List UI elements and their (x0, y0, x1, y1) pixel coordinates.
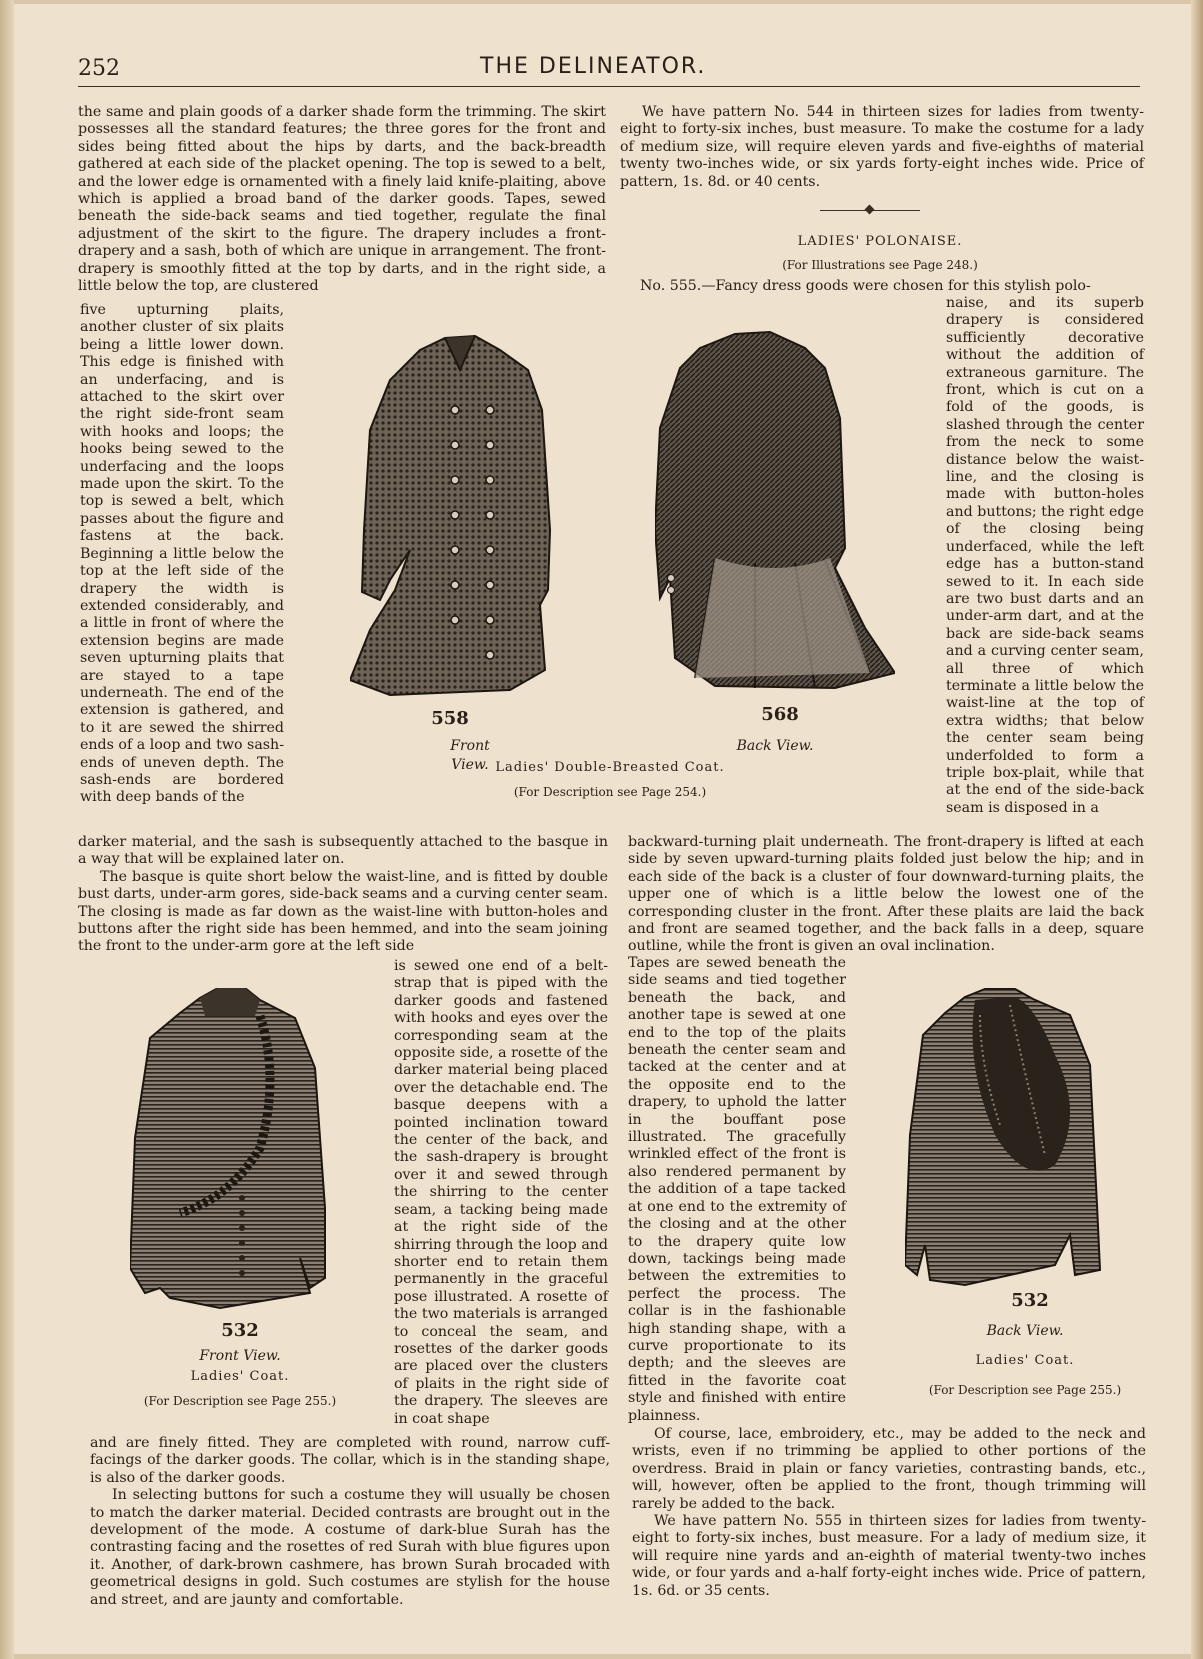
page-edge-right (1191, 0, 1203, 1659)
figure-558-number: 558 (431, 708, 469, 729)
polonaise-illustrations-ref: (For Illustrations see Page 248.) (782, 258, 978, 272)
left-narrow-text: five upturning plaits, another cluster of six plaits being a little lower down. This edge is finished with an underfacing, and is attached to the skirt over the right side-front seam with hooks and loops; the hooks being sewed to the underfacing and the loops made upon the skirt. To the top is sewed a belt, which passes about the figure and fastens at the back. Beginning a little below the top at the left side of the drapery the width is extended considerably, and a little in front of where the extension begins are made seven upturning plaits that are stayed to a tape underneath. The end of the extension is gathered, and to it are sewed the shirred ends of a loop and two sash-ends of uneven depth. The sash-ends are bordered with deep bands of the (80, 302, 284, 806)
figure-568-number: 568 (761, 704, 799, 725)
left-column-bottom-text (90, 1435, 610, 1609)
left-column-mid-text (78, 834, 608, 956)
middle-column-text: is sewed one end of a belt-strap that is piped with the darker goods and fastened with hooks and eyes over the corresponding seam at the opposite side, a rosette of the darker material being placed over the detachable end. The basque deepens with a pointed inclination toward the center of the back, and the sash-drapery is brought over it and sewed through the shirring to the center seam, a tacking being made at the right side of the shirring through the loop and shorter end to retain them permanently in the graceful pose illustrated. A rosette of the two materials is arranged to conceal the seam, and rosettes of the darker goods are placed over the clusters of plaits in the right side of the drapery. The sleeves are in coat shape (394, 958, 608, 1427)
figure-532-back-view: Back View. (986, 1323, 1064, 1339)
right-column-bottom-text (632, 1426, 1146, 1600)
figure-532-back-number: 532 (1011, 1290, 1049, 1311)
page-title: THE DELINEATOR. (480, 54, 707, 79)
figure-532-front-view: Front View. (199, 1348, 281, 1364)
left-bottom-paragraph-1: and are finely fitted. They are completed with round, narrow cuff-facings of the darker goods. The collar, which is in the standing shape, is also of the darker goods. (90, 1435, 610, 1486)
left-column-top-text: the same and plain goods of a darker shade form the trimming. The skirt possesses all the standard features; the three gores for the front and sides being fitted about the hips by darts, and the back-breadth gathered at each side of the placket opening. The top is sewed to a belt, and the lower edge is ornamented with a finely laid knife-plaiting, above which is applied a broad band of the darker goods. Tapes, sewed beneath the side-back seams and tied together, regulate the final adjustment of the skirt to the figure. The drapery includes a front-drapery and a sash, both of which are unique in arrangement. The front-drapery is smoothly fitted at the top by darts, and in the right side, a little below the top, are clustered (78, 104, 606, 295)
right-narrow-text: naise, and its superb drapery is considered sufficiently decorative without the addition of extraneous garniture. The front, which is cut on a fold of the goods, is slashed through the center from the neck to some distance below the waist-line, and the closing is made with button-holes and buttons; the right edge of the closing being underfaced, while the left edge has a button-stand sewed to it. In each side are two bust darts and an under-arm dart, and at the back are side-back seams and a curving center seam, all three of which terminate a little below the waist-line at the top of extra widths; that below the center seam being underfolded to form a triple box-plait, while that at the end of the side-back seam is disposed in a (946, 295, 1144, 816)
coat-back-illustration (655, 328, 895, 698)
figure-532-front-description-ref: (For Description see Page 255.) (143, 1394, 337, 1408)
right-bottom-paragraph-1: Of course, lace, embroidery, etc., may be added to the neck and wrists, even if no trimming be applied to other portions of the overdress. Braid in plain or fancy varieties, contrasting bands, etc., will, however, often be applied to the front, though trimming will rarely be added to the back. (632, 1426, 1146, 1512)
left-mid-paragraph-1: darker material, and the sash is subsequently attached to the basque in a way that will be explained later on. (78, 834, 608, 868)
figure-568-view: Back View. (736, 738, 814, 754)
figure-coat-description-ref: (For Description see Page 254.) (513, 785, 707, 799)
figure-558-view: Front View. (450, 738, 490, 773)
figure-532-back-description-ref: (For Description see Page 255.) (928, 1383, 1122, 1397)
header-rule (78, 86, 1140, 87)
page-number: 252 (78, 56, 120, 81)
figure-532-front-title: Ladies' Coat. (190, 1369, 290, 1384)
figure-coat-title: Ladies' Double-Breasted Coat. (495, 760, 725, 775)
right-bottom-paragraph-2: We have pattern No. 555 in thirteen sizes for ladies from twenty-eight to forty-six inches, bust measure. For a lady of medium size, it will require nine yards and an-eighth of material twenty-two inches wide, or four yards and a-half forty-eight inches wide. Price of pattern, 1s. 6d. or 35 cents. (632, 1513, 1146, 1599)
polonaise-lead: No. 555.—Fancy dress goods were chosen for this stylish polo- (640, 278, 1091, 294)
figure-532-front-number: 532 (221, 1320, 259, 1341)
right-mid-narrow-text: Tapes are sewed beneath the side seams and tied together beneath the back, and another tape is sewed at one end to the top of the plaits beneath the center seam and tacked at the center and at the opposite end to the drapery, to uphold the latter in the bouffant pose illustrated. The gracefully wrinkled effect of the front is also rendered permanent by the addition of a tape tacked at one end to the extremity of the closing and at the other to the drapery quite low down, tackings being made between the extremities to perfect the process. The collar is in the fashionable high standing shape, with a curve proportionate to its depth; and the sleeves are fitted in the favorite coat style and finished with entire plainness. (628, 955, 846, 1424)
polonaise-heading: LADIES' POLONAISE. (797, 234, 963, 249)
coat-532-back-illustration (905, 985, 1115, 1305)
page-edge-left (0, 0, 14, 1659)
left-mid-paragraph-2: The basque is quite short below the waist-line, and is fitted by double bust darts, under-arm gores, side-back seams and a curving center seam. The closing is made as far down as the waist-line with button-holes and buttons after the right side has been hemmed, and into the seam joining the front to the under-arm gore at the left side (78, 868, 609, 955)
coat-front-illustration (350, 330, 580, 710)
right-column-mid-text: backward-turning plait underneath. The front-drapery is lifted at each side by seven upward-turning plaits folded just below the hip; and in each side of the back is a cluster of four downward-turning plaits, the upper one of which is a little below the lowest one of the corresponding cluster in the front. After these plaits are laid the back and front are seamed together, and the back falls in a deep, square outline, while the front is given an oval inclination. (628, 834, 1144, 955)
figure-532-back-title: Ladies' Coat. (975, 1353, 1075, 1368)
left-bottom-paragraph-2: In selecting buttons for such a costume they will usually be chosen to match the darker material. Decided contrasts are brought out in the development of the mode. A costume of dark-blue Surah has the contrasting facing and the rosettes of red Surah with blue figures upon it. Another, of dark-brown cashmere, has brown Surah brocaded with geometrical designs in gold. Such costumes are stylish for the house and street, and are jaunty and comfortable. (90, 1487, 610, 1608)
coat-532-front-illustration (130, 988, 340, 1318)
right-column-top-text: We have pattern No. 544 in thirteen sizes for ladies from twenty-eight to forty-six inches, bust measure. To make the costume for a lady of medium size, will require eleven yards and five-eighths of material twenty two-inches wide, or six yards forty-eight inches wide. Price of pattern, 1s. 8d. or 40 cents. (620, 104, 1144, 190)
